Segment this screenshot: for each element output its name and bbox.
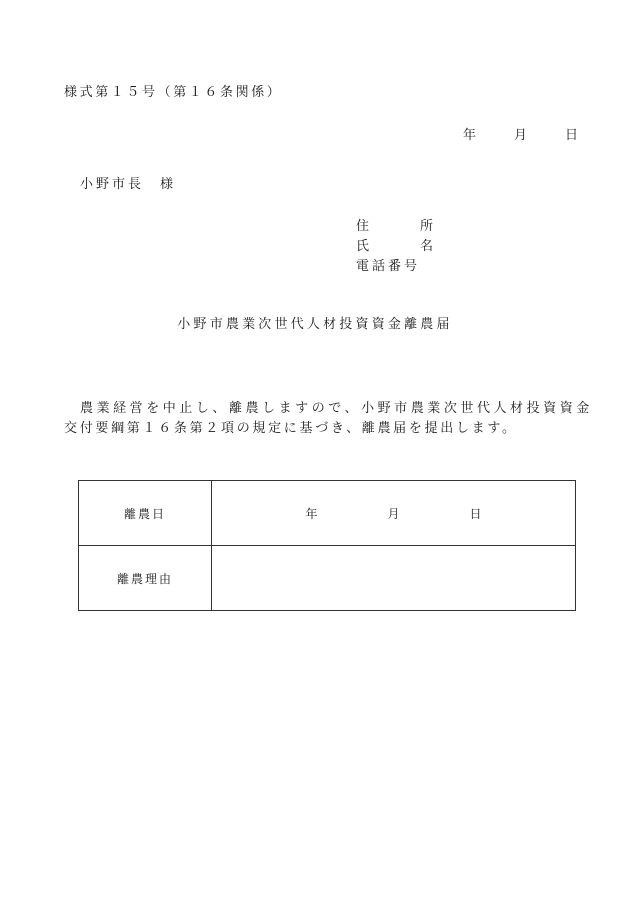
- month-label: 月: [513, 128, 527, 143]
- body-text: [64, 399, 593, 439]
- submission-date: [463, 124, 578, 143]
- body-line-1: 農業経営を中止し、離農しますので、小野市農業次世代人材投資資金: [80, 401, 593, 416]
- table-row: [79, 546, 576, 611]
- withdrawal-reason-label: 離農理由: [79, 546, 212, 611]
- table-row: [79, 481, 576, 546]
- day-label: 日: [469, 506, 482, 521]
- year-label: 年: [305, 506, 318, 521]
- withdrawal-reason-field[interactable]: [212, 546, 576, 611]
- addressee-name: 小野市長: [80, 177, 145, 192]
- addressee: [80, 173, 176, 192]
- name-label: 氏 名: [356, 239, 434, 254]
- withdrawal-date-label: 離農日: [79, 481, 212, 546]
- withdrawal-form-table: [78, 480, 576, 611]
- form-number: 様式第１５号（第１６条関係）: [64, 85, 283, 100]
- document-title: 小野市農業次世代人材投資資金離農届: [177, 317, 453, 332]
- applicant-block: [356, 217, 433, 277]
- month-label: 月: [387, 506, 400, 521]
- addressee-honorific: 様: [160, 177, 177, 192]
- address-label: 住 所: [356, 219, 434, 234]
- withdrawal-date-field[interactable]: [212, 481, 576, 546]
- year-label: 年: [462, 128, 476, 143]
- body-line-2: 交付要綱第１６条第２項の規定に基づき、離農届を提出します。: [64, 421, 518, 436]
- day-label: 日: [564, 128, 578, 143]
- phone-label: 電話番号: [356, 259, 421, 274]
